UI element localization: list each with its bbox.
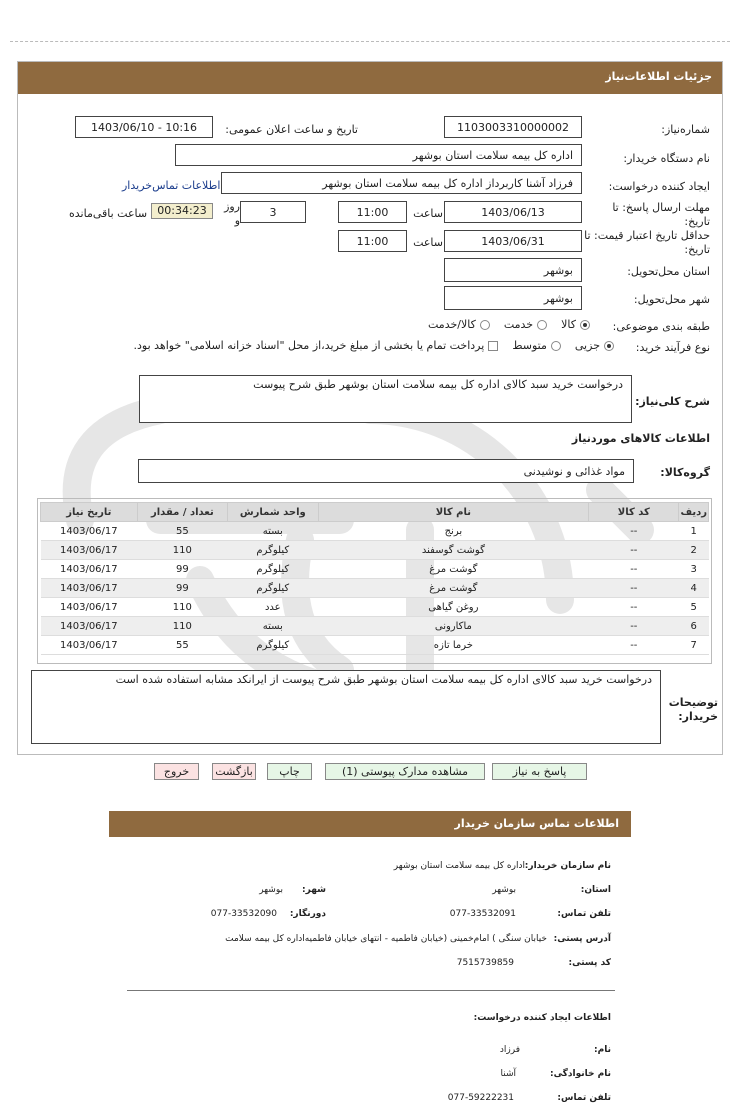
print-button[interactable]: چاپ bbox=[267, 763, 312, 780]
contact-province-value: بوشهر bbox=[492, 885, 516, 895]
contact-phone-label: تلفن تماس: bbox=[557, 909, 611, 919]
top-divider bbox=[10, 41, 730, 42]
col-unit: واحد شمارش bbox=[228, 503, 319, 522]
col-code: کد کالا bbox=[589, 503, 679, 522]
need-number-field: 1103003310000002 bbox=[444, 116, 582, 138]
contact-section-title: اطلاعات تماس سازمان خریدار bbox=[109, 811, 631, 837]
table-row: 3 -- گوشت مرغ کیلوگرم 99 1403/06/17 bbox=[41, 560, 709, 579]
page-title: جزئیات اطلاعات‌نیاز bbox=[18, 62, 722, 94]
attachments-button[interactable]: مشاهده مدارک پیوستی (1) bbox=[325, 763, 485, 780]
purchase-option-minor[interactable]: جزیی bbox=[575, 339, 614, 352]
contact-phone-value: 077-33532091 bbox=[449, 909, 516, 919]
contact-postal-label: کد پستی: bbox=[568, 958, 611, 968]
contact-city-label: شهر: bbox=[302, 885, 326, 895]
contact-fax-label: دورنگار: bbox=[289, 909, 326, 919]
radio-checked-icon bbox=[604, 341, 614, 351]
creator-family-label: نام خانوادگی: bbox=[549, 1069, 611, 1079]
buyer-org-label: نام دستگاه خریدار: bbox=[623, 152, 710, 165]
city-field: بوشهر bbox=[444, 286, 582, 310]
contact-address-label: آدرس پستی: bbox=[553, 934, 611, 944]
contact-divider bbox=[127, 990, 615, 991]
table-row: 4 -- گوشت مرغ کیلوگرم 99 1403/06/17 bbox=[41, 579, 709, 598]
contact-city-value: بوشهر bbox=[259, 885, 283, 895]
exit-button[interactable]: خروج bbox=[154, 763, 199, 780]
radio-icon bbox=[551, 341, 561, 351]
table-row: 2 -- گوشت گوسفند کیلوگرم 110 1403/06/17 bbox=[41, 541, 709, 560]
purchase-option-medium[interactable]: متوسط bbox=[512, 339, 561, 352]
col-row: ردیف bbox=[679, 503, 709, 522]
radio-checked-icon bbox=[580, 320, 590, 330]
day-label: روز و bbox=[224, 200, 240, 227]
creator-phone-label: تلفن تماس: bbox=[557, 1093, 611, 1103]
treasury-payment-checkbox[interactable]: پرداخت تمام یا بخشی از مبلغ خرید،از محل "اسناد خزانه اسلامی" خواهد بود. bbox=[134, 339, 499, 352]
items-table-header bbox=[41, 503, 709, 522]
col-date: تاریخ نیاز bbox=[41, 503, 138, 522]
creator-name-label: نام: bbox=[594, 1045, 611, 1055]
days-field: 3 bbox=[240, 201, 306, 223]
col-name: نام کالا bbox=[318, 503, 589, 522]
col-qty: تعداد / مقدار bbox=[137, 503, 227, 522]
announce-label: تاریخ و ساعت اعلان عمومی: bbox=[225, 123, 358, 136]
province-field: بوشهر bbox=[444, 258, 582, 282]
deadline-date-field: 1403/06/13 bbox=[444, 201, 582, 223]
reply-button[interactable]: پاسخ به نیاز bbox=[492, 763, 587, 780]
validity-time-label: ساعت bbox=[413, 236, 443, 249]
summary-label: شرح کلی‌نیاز: bbox=[635, 395, 710, 408]
announce-field: 1403/06/10 - 10:16 bbox=[75, 116, 213, 138]
buyer-org-field: اداره کل بیمه سلامت استان بوشهر bbox=[175, 144, 582, 166]
contact-address-value: خیابان سنگی ) امام‌خمینی (خیابان فاطمیه - انتهای خیابان فاطمیه‌اداره کل بیمه سلامت bbox=[225, 934, 547, 944]
category-label: طبقه بندی موضوعی: bbox=[612, 320, 710, 333]
summary-textarea: درخواست خرید سبد کالای اداره کل بیمه سلامت استان بوشهر طبق شرح پیوست bbox=[139, 375, 632, 423]
deadline-time-label: ساعت bbox=[413, 207, 443, 220]
category-option-both[interactable]: کالا/خدمت bbox=[428, 318, 490, 331]
creator-name-value: فرزاد bbox=[499, 1045, 520, 1055]
purchase-type-label: نوع فرآیند خرید: bbox=[635, 341, 710, 354]
buyer-notes-textarea: درخواست خرید سبد کالای اداره کل بیمه سلامت استان بوشهر طبق شرح پیوست از ایرانکد مشابه استفاده شده است bbox=[31, 670, 661, 744]
contact-fax-value: 077-33532090 bbox=[210, 909, 277, 919]
contact-postal-value: 7515739859 bbox=[456, 958, 514, 968]
buyer-contact-link[interactable]: اطلاعات تماس‌خریدار bbox=[122, 179, 221, 192]
purchase-type-options bbox=[134, 339, 614, 352]
table-row: 6 -- ماکارونی بسته 110 1403/06/17 bbox=[41, 617, 709, 636]
category-option-goods[interactable]: کالا bbox=[561, 318, 590, 331]
need-number-label: شماره‌نیاز: bbox=[661, 123, 710, 136]
validity-time-field: 11:00 bbox=[338, 230, 407, 252]
items-table bbox=[40, 502, 709, 655]
goods-section-title: اطلاعات کالاهای موردنیاز bbox=[571, 432, 710, 445]
radio-icon bbox=[537, 320, 547, 330]
creator-family-value: آشنا bbox=[500, 1069, 516, 1079]
back-button[interactable]: بازگشت bbox=[212, 763, 256, 780]
goods-group-field: مواد غذائی و نوشیدنی bbox=[138, 459, 634, 483]
countdown-timer: 00:34:23 bbox=[151, 203, 213, 219]
city-label: شهر محل‌تحویل: bbox=[633, 293, 710, 306]
contact-province-label: استان: bbox=[580, 885, 611, 895]
category-options bbox=[428, 318, 590, 331]
creator-phone-value: 077-59222231 bbox=[447, 1093, 514, 1103]
remaining-label: ساعت باقی‌مانده bbox=[69, 207, 148, 220]
contact-org-value: اداره کل بیمه سلامت استان بوشهر bbox=[393, 861, 525, 871]
province-label: استان محل‌تحویل: bbox=[627, 265, 710, 278]
goods-group-label: گروه‌کالا: bbox=[660, 466, 710, 479]
validity-date-field: 1403/06/31 bbox=[444, 230, 582, 252]
checkbox-icon bbox=[488, 341, 498, 351]
table-row: 7 -- خرما تازه کیلوگرم 55 1403/06/17 bbox=[41, 636, 709, 655]
buyer-notes-label: توضیحات خریدار: bbox=[668, 696, 718, 723]
creator-field: فرزاد آشنا کاربرداز اداره کل بیمه سلامت استان بوشهر bbox=[221, 172, 582, 194]
validity-label: حداقل تاریخ اعتبار قیمت: تا تاریخ: bbox=[584, 229, 710, 256]
deadline-label: مهلت ارسال پاسخ: تا تاریخ: bbox=[612, 201, 710, 228]
contact-org-label: نام سازمان خریدار: bbox=[524, 861, 611, 871]
table-row: 5 -- روغن گیاهی عدد 110 1403/06/17 bbox=[41, 598, 709, 617]
creator-label: ایجاد کننده درخواست: bbox=[608, 180, 710, 193]
category-option-service[interactable]: خدمت bbox=[504, 318, 547, 331]
creator-info-title: اطلاعات ایجاد کننده درخواست: bbox=[473, 1013, 611, 1023]
radio-icon bbox=[480, 320, 490, 330]
deadline-time-field: 11:00 bbox=[338, 201, 407, 223]
table-row: 1 -- برنج بسته 55 1403/06/17 bbox=[41, 522, 709, 541]
